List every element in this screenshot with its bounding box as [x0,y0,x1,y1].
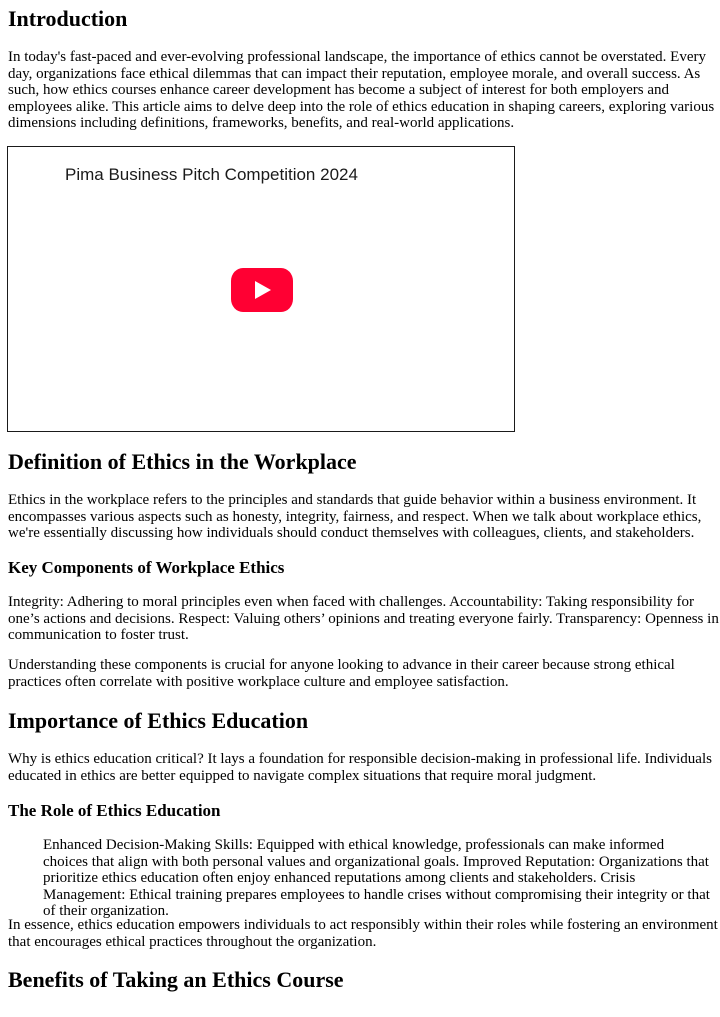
introduction-heading: Introduction [8,6,128,31]
benefits-heading: Benefits of Taking an Ethics Course [8,967,344,992]
play-triangle-icon [255,281,271,299]
role-blockquote: Enhanced Decision-Making Skills: Equipped with ethical knowledge, professionals can make informed choices that align with both personal values and organizational goals. Improved Reputation: Organizations that prioritize ethics education often enjoy enhanced reputations among clients and stakeholders. Crisis Management: Ethical training prepares employees to handle crises without compromising their integrity or that of their organization. [43,837,710,919]
essence-paragraph: In essence, ethics education empowers individuals to act responsibly within their roles while fostering an environment that encourages ethical practices throughout the organization. [8,917,718,950]
understanding-paragraph: Understanding these components is crucial for anyone looking to advance in their career because strong ethical practices often correlate with positive workplace culture and employee satisfaction. [8,657,675,690]
definition-heading: Definition of Ethics in the Workplace [8,449,357,474]
key-components-heading: Key Components of Workplace Ethics [8,558,285,577]
role-heading: The Role of Ethics Education [8,801,221,820]
key-components-paragraph: Integrity: Adhering to moral principles even when faced with challenges. Accountability: Taking responsibility for one’s actions and decisions. Respect: Valuing others’ opinions and treating everyone fairly. Transparency: Openness in communication to foster trust. [8,594,719,643]
video-title[interactable]: Pima Business Pitch Competition 2024 [65,165,358,184]
importance-paragraph: Why is ethics education critical? It lays a foundation for responsible decision-making in professional life. Individuals educated in ethics are better equipped to navigate complex situations that require moral judgment. [8,751,712,784]
definition-paragraph: Ethics in the workplace refers to the principles and standards that guide behavior within a business environment. It encompasses various aspects such as honesty, integrity, fairness, and respect. When we talk about workplace ethics, we're essentially discussing how individuals should conduct themselves with colleagues, clients, and stakeholders. [8,492,702,541]
video-embed[interactable] [7,146,515,432]
youtube-play-icon[interactable] [231,268,293,312]
importance-heading: Importance of Ethics Education [8,708,309,733]
introduction-paragraph: In today's fast-paced and ever-evolving professional landscape, the importance of ethics cannot be overstated. Every day, organizations face ethical dilemmas that can impact their reputation, employee morale, and overall success. As such, how ethics courses enhance career development has become a subject of interest for both employers and employees alike. This article aims to delve deep into the role of ethics education in shaping careers, exploring various dimensions including definitions, frameworks, benefits, and real-world applications. [8,49,715,131]
